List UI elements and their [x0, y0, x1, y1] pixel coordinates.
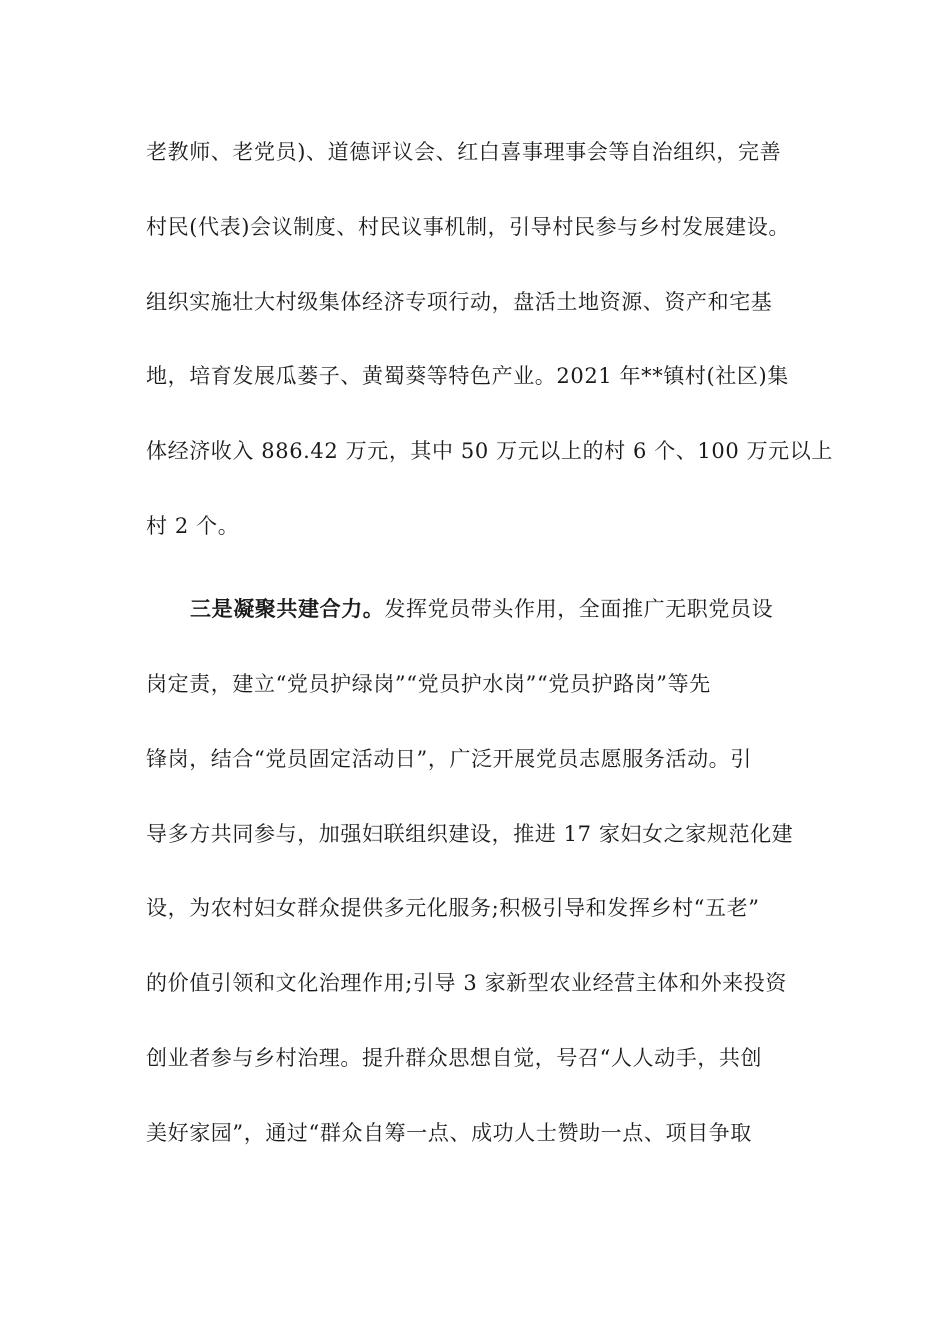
body-text-line: 锋岗，结合“党员固定活动日”，广泛开展党员志愿服务活动。引: [146, 747, 752, 771]
paragraph-first-line-text: 发挥党员带头作用，全面推广无职党员设: [384, 597, 774, 621]
body-text-line: 体经济收入 886.42 万元，其中 50 万元以上的村 6 个、100 万元以上: [146, 439, 833, 463]
body-text-line: 地，培育发展瓜蒌子、黄蜀葵等特色产业。2021 年**镇村(社区)集: [146, 364, 789, 388]
body-text-line: 老教师、老党员)、道德评议会、红白喜事理事会等自治组织，完善: [146, 140, 782, 164]
paragraph-first-line: [190, 594, 870, 624]
body-text-line: 创业者参与乡村治理。提升群众思想自觉，号召“人人动手，共创: [146, 1046, 763, 1070]
body-text-line: 导多方共同参与，加强妇联组织建设，推进 17 家妇女之家规范化建: [146, 822, 794, 846]
body-text-line: 村民(代表)会议制度、村民议事机制，引导村民参与乡村发展建设。: [146, 215, 790, 239]
body-text-line: 的价值引领和文化治理作用;引导 3 家新型农业经营主体和外来投资: [146, 971, 787, 995]
body-text-line: 美好家园”，通过“群众自筹一点、成功人士赞助一点、项目争取: [146, 1121, 752, 1145]
body-text-line: 村 2 个。: [146, 514, 240, 538]
paragraph-lead-heading: 三是凝聚共建合力。: [190, 596, 385, 621]
body-text-line: 设，为农村妇女群众提供多元化服务;积极引导和发挥乡村“五老”: [146, 896, 760, 920]
body-text-line: 组织实施壮大村级集体经济专项行动，盘活土地资源、资产和宅基: [146, 290, 773, 314]
body-text-line: 岗定责，建立“党员护绿岗”“党员护水岗”“党员护路岗”等先: [146, 672, 711, 696]
